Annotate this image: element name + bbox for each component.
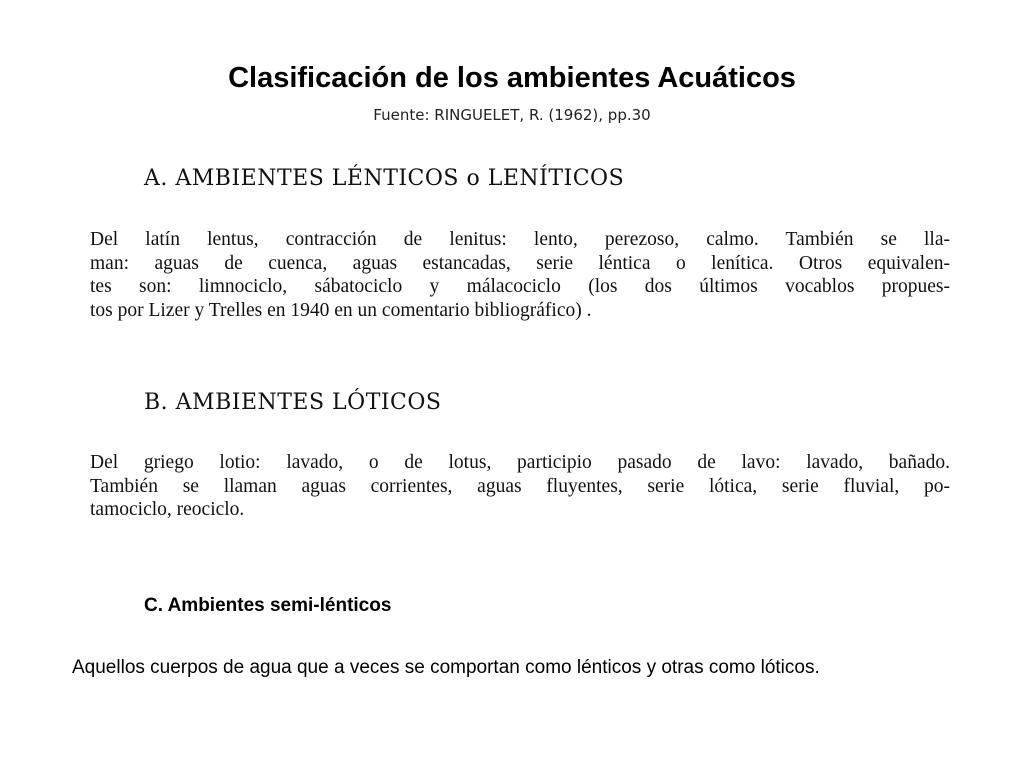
- source-citation: Fuente: RINGUELET, R. (1962), pp.30: [373, 106, 651, 124]
- section-a-letter: A.: [144, 166, 168, 191]
- section-b-paragraph: [90, 451, 950, 522]
- section-a-line-4: tos por Lizer y Trelles en 1940 en un comentario bibliográfico) .: [90, 299, 592, 321]
- section-b-title: AMBIENTES LÓTICOS: [175, 390, 442, 415]
- section-b-heading: [144, 390, 442, 415]
- section-b-line-2: También se llaman aguas corrientes, aguas fluyentes, serie lótica, serie fluvial, po-: [90, 475, 950, 497]
- section-a-line-3: tes son: limnociclo, sábatociclo y málacociclo (los dos últimos vocablos propues-: [90, 276, 950, 297]
- section-a-line-2: man: aguas de cuenca, aguas estancadas, serie léntica o lenítica. Otros equivalen-: [90, 252, 950, 274]
- section-b-line-1: Del griego lotio: lavado, o de lotus, participio pasado de lavo: lavado, bañado.: [90, 452, 950, 473]
- section-c-heading: C. Ambientes semi-lénticos: [144, 595, 392, 616]
- section-a-line-1: Del latín lentus, contracción de lenitus: lento, perezoso, calmo. También se lla-: [90, 229, 950, 250]
- section-b-letter: B.: [144, 390, 169, 415]
- slide-title: Clasificación de los ambientes Acuáticos: [228, 62, 796, 94]
- section-a-title: AMBIENTES LÉNTICOS o LENÍTICOS: [175, 166, 625, 191]
- section-a-heading: [144, 166, 624, 191]
- section-b-line-3: tamociclo, reociclo.: [90, 499, 245, 520]
- section-c-body: Aquellos cuerpos de agua que a veces se comportan como lénticos y otras como lóticos.: [72, 657, 820, 678]
- section-a-paragraph: [90, 228, 950, 322]
